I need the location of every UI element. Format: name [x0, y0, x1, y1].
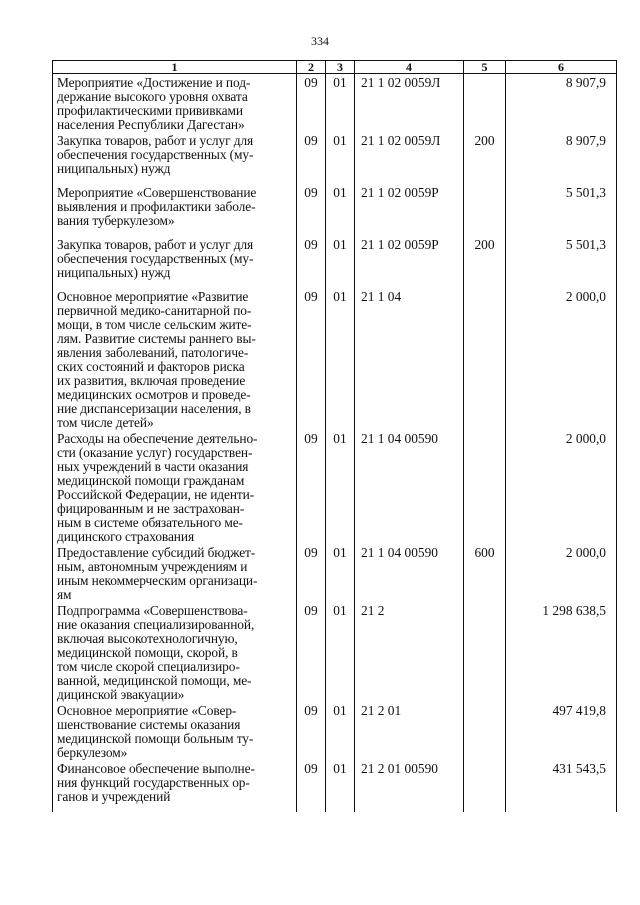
budget-table	[52, 60, 617, 812]
row-name-line: ния функций государственных ор-	[57, 775, 250, 790]
row-expense-type-cell	[464, 602, 506, 702]
row-name-line: том числе скорой специализиро-	[57, 659, 240, 674]
column-header-name: 1	[53, 61, 297, 74]
row-name-line: Расходы на обеспечение деятельно-	[57, 431, 258, 446]
row-name-line: первичной медико-санитарной по-	[57, 303, 252, 318]
column-header-subsection: 3	[326, 61, 355, 74]
row-name-line: обеспечения государственных (му-	[57, 251, 254, 266]
row-name-line: лям. Развитие системы раннего вы-	[57, 331, 256, 346]
row-name-line: ганов и учреждений	[57, 789, 171, 804]
row-section-cell: 09	[297, 184, 326, 236]
row-amount-cell: 2 000,0	[506, 288, 617, 430]
row-expense-type-cell	[464, 74, 506, 133]
row-subsection-cell: 01	[326, 184, 355, 236]
row-name-line: Финансовое обеспечение выполне-	[57, 761, 255, 776]
row-name-line: медицинских осмотров и проведе-	[57, 387, 251, 402]
table-row	[53, 236, 617, 288]
row-subsection-cell: 01	[326, 74, 355, 133]
row-subsection-cell: 01	[326, 602, 355, 702]
row-name-line: Закупка товаров, работ и услуг для	[57, 133, 254, 148]
row-name-line: ных учреждений в части оказания	[57, 459, 249, 474]
row-subsection-cell: 01	[326, 236, 355, 288]
row-section-cell: 09	[297, 430, 326, 544]
row-expense-type-cell	[464, 288, 506, 430]
row-name-line: Основное мероприятие «Совер-	[57, 703, 237, 718]
table-body	[53, 74, 617, 813]
row-subsection-cell: 01	[326, 132, 355, 184]
row-target-code-cell: 21 1 02 0059Л	[355, 132, 464, 184]
row-name-line: Мероприятие «Совершенствование	[57, 185, 257, 200]
table-header-row	[53, 61, 617, 74]
row-name-line: медицинской помощи гражданам	[57, 473, 245, 488]
row-name-line: ным, автономным учреждениям и	[57, 559, 248, 574]
row-name-line: ным в системе обязательного ме-	[57, 515, 243, 530]
row-name-line: дицинского страхования	[57, 529, 195, 544]
row-name-line: дицинской эвакуации»	[57, 687, 185, 702]
row-section-cell: 09	[297, 602, 326, 702]
row-expense-type-cell	[464, 760, 506, 812]
row-section-cell: 09	[297, 74, 326, 133]
row-subsection-cell: 01	[326, 288, 355, 430]
row-target-code-cell: 21 1 02 0059Л	[355, 74, 464, 133]
row-name-line: их развития, включая проведение	[57, 373, 246, 388]
table-row	[53, 602, 617, 702]
row-name-line: Мероприятие «Достижение и под-	[57, 75, 251, 90]
row-name-cell	[53, 760, 297, 812]
row-amount-cell: 2 000,0	[506, 430, 617, 544]
row-target-code-cell: 21 1 04	[355, 288, 464, 430]
row-amount-cell: 8 907,9	[506, 74, 617, 133]
row-expense-type-cell	[464, 702, 506, 760]
row-name-line: профилактическими прививками	[57, 103, 243, 118]
row-name-line: ских состояний и факторов риска	[57, 359, 245, 374]
row-target-code-cell: 21 1 02 0059Р	[355, 236, 464, 288]
row-name-line: населения Республики Дагестан»	[57, 117, 245, 132]
row-subsection-cell: 01	[326, 430, 355, 544]
page-number: 334	[311, 34, 329, 48]
row-name-cell	[53, 74, 297, 133]
row-name-line: выявления и профилактики заболе-	[57, 199, 256, 214]
row-name-line: том числе детей»	[57, 415, 154, 430]
row-target-code-cell: 21 2	[355, 602, 464, 702]
row-section-cell: 09	[297, 132, 326, 184]
table-row	[53, 430, 617, 544]
column-header-section: 2	[297, 61, 326, 74]
row-name-line: ям	[57, 587, 72, 602]
row-section-cell: 09	[297, 544, 326, 602]
table-row	[53, 702, 617, 760]
row-name-line: ниципальных) нужд	[57, 265, 171, 280]
table-row	[53, 132, 617, 184]
row-section-cell: 09	[297, 288, 326, 430]
row-name-line: ванной, медицинской помощи, ме-	[57, 673, 252, 688]
row-name-line: Российской Федерации, не иденти-	[57, 487, 255, 502]
row-amount-cell: 2 000,0	[506, 544, 617, 602]
row-name-cell	[53, 236, 297, 288]
row-name-line: ние оказания специализированной,	[57, 617, 255, 632]
column-header-amount: 6	[506, 61, 617, 74]
row-name-cell	[53, 184, 297, 236]
row-section-cell: 09	[297, 236, 326, 288]
row-subsection-cell: 01	[326, 544, 355, 602]
row-name-line: вания туберкулезом»	[57, 213, 175, 228]
row-name-line: фицированным и не застрахован-	[57, 501, 245, 516]
row-name-line: медицинской помощи больным ту-	[57, 731, 254, 746]
row-name-line: Подпрограмма «Совершенствова-	[57, 603, 248, 618]
row-target-code-cell: 21 2 01	[355, 702, 464, 760]
row-target-code-cell: 21 2 01 00590	[355, 760, 464, 812]
row-name-line: сти (оказание услуг) государствен-	[57, 445, 253, 460]
row-expense-type-cell: 200	[464, 132, 506, 184]
row-subsection-cell: 01	[326, 760, 355, 812]
row-amount-cell: 1 298 638,5	[506, 602, 617, 702]
row-amount-cell: 497 419,8	[506, 702, 617, 760]
row-name-line: мощи, в том числе сельским жите-	[57, 317, 252, 332]
row-name-line: ниципальных) нужд	[57, 161, 171, 176]
row-name-line: включая высокотехнологичную,	[57, 631, 238, 646]
row-name-cell	[53, 602, 297, 702]
row-name-line: обеспечения государственных (му-	[57, 147, 254, 162]
row-name-line: шенствование системы оказания	[57, 717, 241, 732]
row-target-code-cell: 21 1 04 00590	[355, 544, 464, 602]
row-name-cell	[53, 702, 297, 760]
row-amount-cell: 5 501,3	[506, 236, 617, 288]
row-amount-cell: 8 907,9	[506, 132, 617, 184]
row-target-code-cell: 21 1 02 0059Р	[355, 184, 464, 236]
row-name-cell	[53, 430, 297, 544]
row-name-cell	[53, 544, 297, 602]
row-name-line: беркулезом»	[57, 745, 128, 760]
row-name-line: ние диспансеризации населения, в	[57, 401, 251, 416]
row-expense-type-cell: 600	[464, 544, 506, 602]
table-row	[53, 544, 617, 602]
row-amount-cell: 5 501,3	[506, 184, 617, 236]
row-expense-type-cell: 200	[464, 236, 506, 288]
column-header-expense-type: 5	[464, 61, 506, 74]
row-expense-type-cell	[464, 430, 506, 544]
row-name-cell	[53, 288, 297, 430]
table-row	[53, 760, 617, 812]
row-name-cell	[53, 132, 297, 184]
row-name-line: держание высокого уровня охвата	[57, 89, 248, 104]
row-name-line: явления заболеваний, патологиче-	[57, 345, 249, 360]
table-row	[53, 74, 617, 133]
table-row	[53, 288, 617, 430]
row-name-line: медицинской помощи, скорой, в	[57, 645, 238, 660]
row-name-line: Закупка товаров, работ и услуг для	[57, 237, 254, 252]
row-amount-cell: 431 543,5	[506, 760, 617, 812]
row-name-line: Предоставление субсидий бюджет-	[57, 545, 256, 560]
row-subsection-cell: 01	[326, 702, 355, 760]
row-name-line: иным некоммерческим организаци-	[57, 573, 258, 588]
row-section-cell: 09	[297, 760, 326, 812]
row-name-line: Основное мероприятие «Развитие	[57, 289, 249, 304]
row-section-cell: 09	[297, 702, 326, 760]
row-expense-type-cell	[464, 184, 506, 236]
table-row	[53, 184, 617, 236]
row-target-code-cell: 21 1 04 00590	[355, 430, 464, 544]
column-header-target-code: 4	[355, 61, 464, 74]
